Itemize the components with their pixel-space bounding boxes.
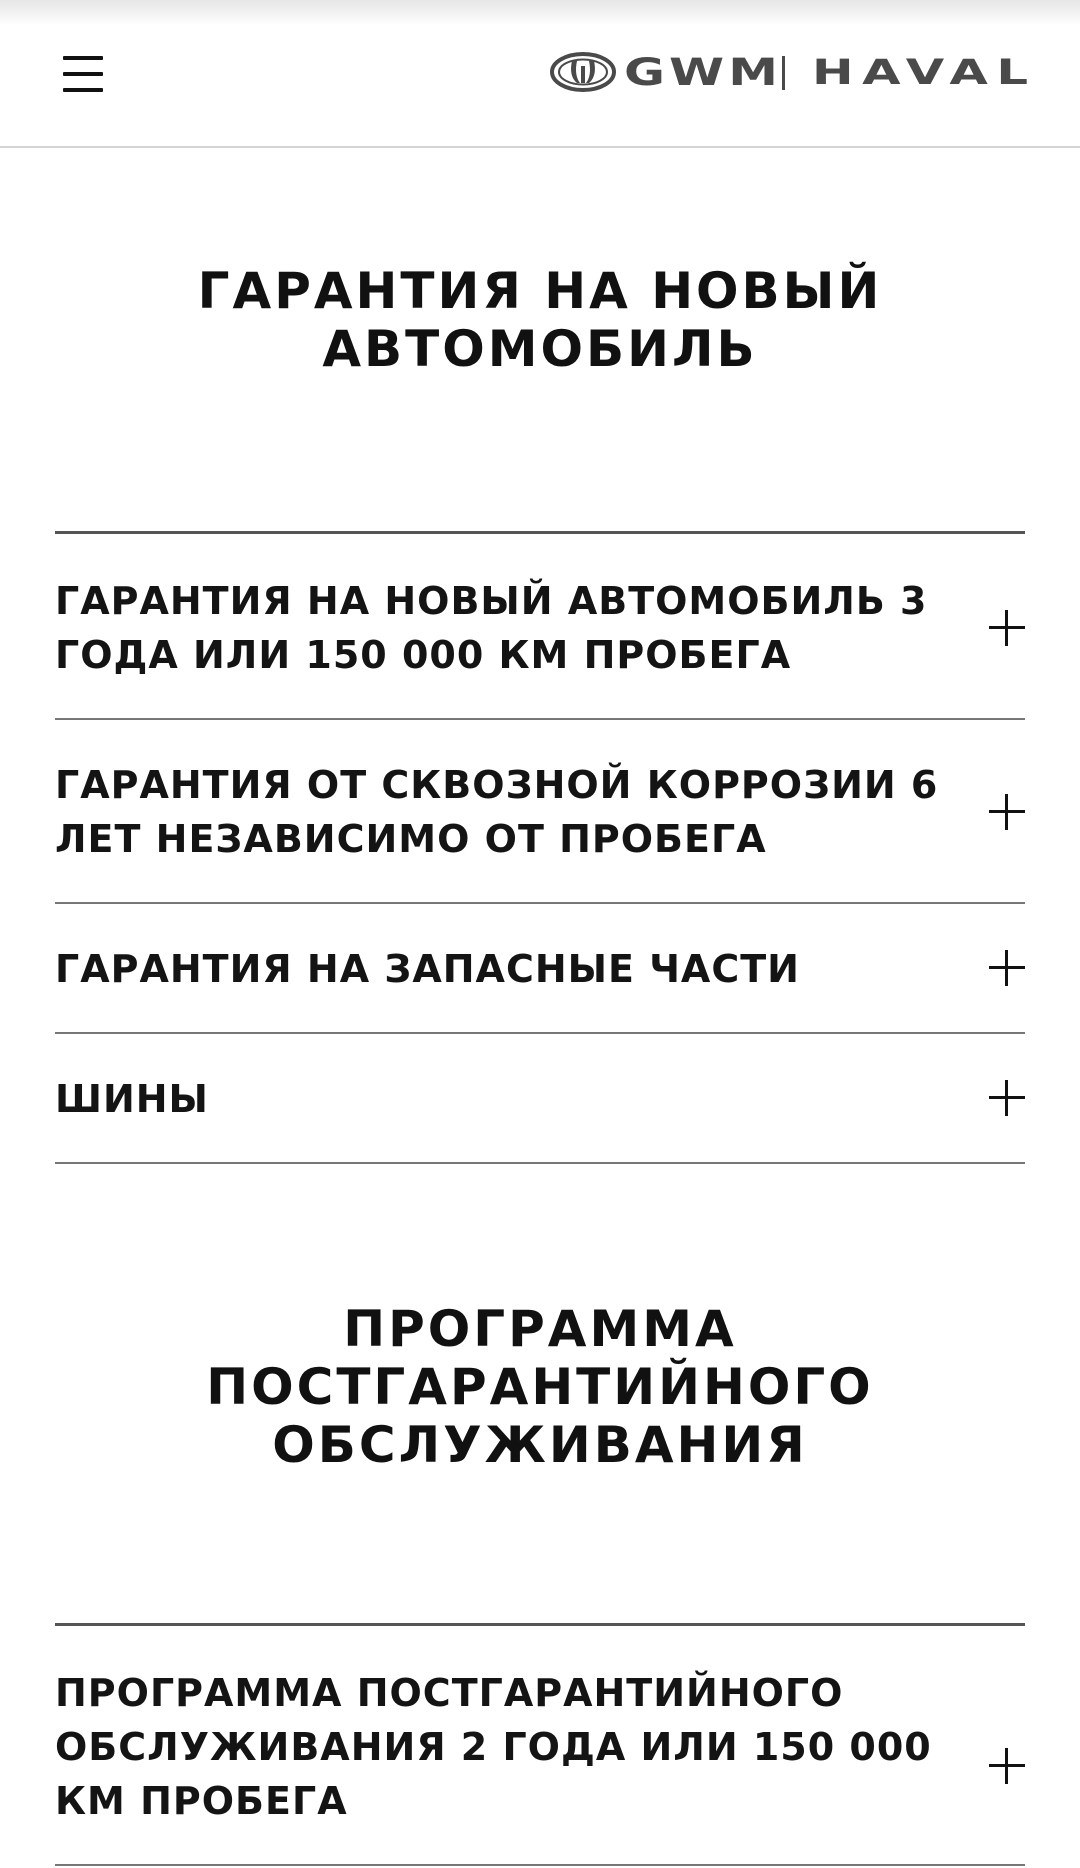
brand-logo[interactable] — [550, 50, 1037, 96]
menu-line — [63, 88, 103, 92]
accordion-item-label: ГАРАНТИЯ НА ЗАПАСНЫЕ ЧАСТИ — [55, 947, 800, 991]
post-warranty-accordion — [55, 1623, 1025, 1866]
plus-icon[interactable] — [989, 610, 1025, 646]
title-line: ПОСТГАРАНТИЙНОГО — [206, 1358, 874, 1416]
logo-separator — [782, 56, 785, 90]
plus-icon[interactable] — [989, 950, 1025, 986]
plus-icon[interactable] — [989, 794, 1025, 830]
brand-gwm-text: GWM — [624, 51, 782, 94]
menu-line — [63, 72, 103, 76]
brand-haval-text: HAVAL — [812, 53, 1037, 93]
accordion-item-label: ШИНЫ — [55, 1077, 209, 1121]
accordion-item-tires[interactable] — [55, 1034, 1025, 1164]
plus-icon[interactable] — [989, 1748, 1025, 1784]
accordion-item-post-warranty-program[interactable] — [55, 1626, 1025, 1866]
header-shadow — [0, 0, 1080, 26]
section-title-post-warranty — [0, 1300, 1080, 1474]
warranty-accordion — [55, 531, 1025, 1164]
title-line: ОБСЛУЖИВАНИЯ — [272, 1416, 808, 1474]
accordion-item-new-car-warranty[interactable] — [55, 534, 1025, 720]
title-line: ПРОГРАММА — [343, 1300, 737, 1358]
accordion-item-label: ГАРАНТИЯ ОТ СКВОЗНОЙ КОРРОЗИИ 6 ЛЕТ НЕЗАВИСИМО ОТ ПРОБЕГА — [55, 763, 939, 861]
title-line: АВТОМОБИЛЬ — [322, 320, 758, 378]
site-header — [0, 0, 1080, 148]
section-title-warranty — [0, 262, 1080, 378]
accordion-item-label: ГАРАНТИЯ НА НОВЫЙ АВТОМОБИЛЬ 3 ГОДА ИЛИ 150 000 КМ ПРОБЕГА — [55, 579, 928, 677]
title-line: ГАРАНТИЯ НА НОВЫЙ — [197, 262, 883, 320]
hamburger-menu-icon[interactable] — [60, 52, 106, 96]
accordion-item-label: ПРОГРАММА ПОСТГАРАНТИЙНОГО ОБСЛУЖИВАНИЯ 2 ГОДА ИЛИ 150 000 КМ ПРОБЕГА — [55, 1671, 932, 1823]
accordion-item-corrosion-warranty[interactable] — [55, 720, 1025, 904]
menu-line — [63, 56, 103, 60]
accordion-item-spare-parts-warranty[interactable] — [55, 904, 1025, 1034]
plus-icon[interactable] — [989, 1080, 1025, 1116]
gwm-emblem-icon — [550, 52, 616, 92]
